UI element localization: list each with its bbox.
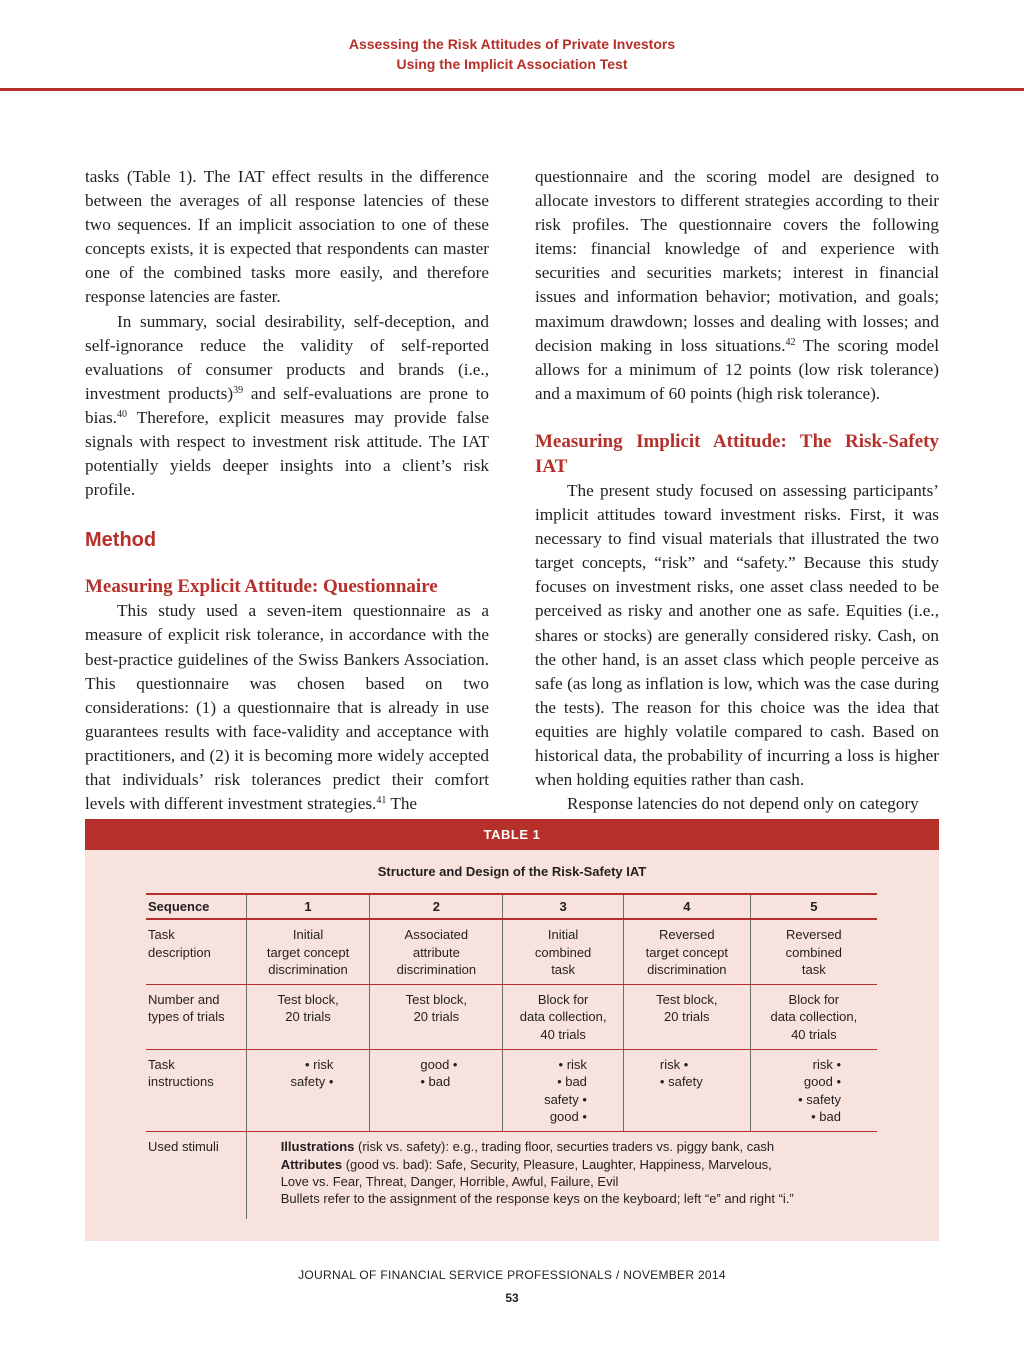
table-cell: Reversed combined task	[750, 919, 877, 984]
table-cell: • risk • bad safety • good •	[503, 1050, 624, 1132]
subsection-heading-implicit: Measuring Implicit Attitude: The Risk-Safety IAT	[535, 430, 939, 477]
stimuli-label: Attributes	[280, 1156, 343, 1172]
header-rule	[0, 88, 1024, 91]
table-row	[146, 985, 877, 1050]
left-column	[85, 165, 489, 816]
table-cell: risk • good • • safety • bad	[750, 1050, 877, 1132]
table-1	[85, 819, 939, 1241]
table-cell: Test block, 20 trials	[246, 985, 370, 1050]
table-note: Bullets refer to the assignment of the response keys on the keyboard; left “e” and right “i.”	[280, 1191, 794, 1207]
paragraph: Response latencies do not depend only on category	[567, 794, 919, 814]
paragraph	[85, 599, 489, 816]
table-row	[146, 1050, 877, 1132]
footnote-ref: 42	[785, 336, 796, 348]
stimuli-line	[281, 1138, 875, 1155]
column-header: 1	[246, 894, 370, 919]
table-cell: Block for data collection, 40 trials	[503, 985, 624, 1050]
paragraph-text: Therefore, explicit measures may provide false signals with respect to investment risk attitude. The IAT potentially yields deeper insights into a client’s risk profile.	[85, 407, 489, 500]
journal-footer: JOURNAL OF FINANCIAL SERVICE PROFESSIONALS / NOVEMBER 2014	[298, 1268, 726, 1282]
column-header: 2	[370, 894, 503, 919]
paragraph: tasks (Table 1). The IAT effect results in the difference between the averages of all response latencies of these two sequences. If an implicit association to one of these concepts exists, it is expected that respondents can master one of the combined tasks more easily, and therefore response latencies are faster.	[85, 167, 489, 307]
paragraph	[535, 165, 939, 406]
paragraph-text: questionnaire and the scoring model are designed to allocate investors to different strategies according to their risk profiles. The questionnaire covers the following items: financial knowledge of and experience with securities and securities markets; interest in financial issues and information behavior; motivation, and goals; maximum drawdown; losses and dealing with losses; and decision making in loss situations.	[535, 167, 939, 355]
stimuli-cell	[246, 1132, 877, 1220]
column-header: 4	[623, 894, 750, 919]
column-header: 5	[750, 894, 877, 919]
table-cell: Initial combined task	[503, 919, 624, 984]
stimuli-line	[281, 1156, 875, 1173]
subsection-heading-explicit: Measuring Explicit Attitude: Questionnaire	[85, 576, 438, 598]
iat-structure-table	[146, 893, 877, 1219]
row-label: Task description	[146, 919, 246, 984]
column-header: 3	[503, 894, 624, 919]
table-cell: Test block, 20 trials	[370, 985, 503, 1050]
table-cell: Associated attribute discrimination	[370, 919, 503, 984]
right-column	[535, 165, 939, 816]
table-cell: Block for data collection, 40 trials	[750, 985, 877, 1050]
table-row	[146, 919, 877, 984]
column-header: Sequence	[146, 894, 246, 919]
table-header-row	[146, 894, 877, 919]
paragraph-text: This study used a seven-item questionnaire as a measure of explicit risk tolerance, in accordance with the best-practice guidelines of the Swiss Bankers Association. This questionnaire was chosen based on two considerations: (1) a questionnaire that is already in use guarantees results with face-validity and acceptance with practitioners, and (2) it is becoming more widely accepted that individuals’ risk tolerances predict their comfort levels with different investment strategies.	[85, 601, 489, 814]
table-cell: • risk safety •	[246, 1050, 370, 1132]
running-head-line-1: Assessing the Risk Attitudes of Private Investors	[348, 36, 676, 52]
paragraph: The present study focused on assessing participants’ implicit attitudes toward investment risks. First, it was necessary to find visual materials that illustrated the two target concepts, “risk” and “safety.” Because this study focuses on investment risks, one asset class needed to be perceived as risky and another one as safe. Equities (i.e., shares or stocks) are generally considered risky. Cash, on the other hand, is an asset class which people perceive as safe (as long as inflation is low, which was the case during the tests). The reason for this choice was the idea that equities are highly volatile compared to cash. Based on historical data, the probability of incurring a loss is higher when holding equities rather than cash.	[535, 480, 939, 790]
paragraph-text: and self-evaluations are prone to bias.	[85, 383, 489, 427]
paragraph-text: The	[386, 794, 418, 814]
row-label: Task instructions	[146, 1050, 246, 1132]
page-number: 53	[505, 1291, 519, 1305]
table-row	[146, 1132, 877, 1220]
table-cell: Initial target concept discrimination	[246, 919, 370, 984]
stimuli-line: Love vs. Fear, Threat, Danger, Horrible, Awful, Failure, Evil	[280, 1173, 619, 1189]
stimuli-text: (good vs. bad): Safe, Security, Pleasure, Laughter, Happiness, Marvelous,	[342, 1156, 772, 1172]
section-heading-method: Method	[85, 529, 157, 552]
table-label: TABLE 1	[85, 819, 939, 850]
paragraph	[85, 310, 489, 503]
table-cell: Test block, 20 trials	[623, 985, 750, 1050]
footnote-ref: 41	[376, 795, 387, 807]
stimuli-text: (risk vs. safety): e.g., trading floor, securties traders vs. piggy bank, cash	[354, 1139, 775, 1155]
running-head-line-2: Using the Implicit Association Test	[396, 56, 628, 72]
row-label: Used stimuli	[148, 1139, 219, 1155]
paragraph-text: The scoring model allows for a minimum of 12 points (low risk tolerance) and a maximum of 60 points (high risk tolerance).	[535, 335, 939, 403]
footnote-ref: 40	[116, 408, 127, 420]
table-caption: Structure and Design of the Risk-Safety IAT	[377, 864, 647, 879]
table-cell: good • • bad	[370, 1050, 503, 1132]
running-head	[0, 34, 1024, 74]
row-label: Number and types of trials	[146, 985, 246, 1050]
stimuli-label: Illustrations	[280, 1139, 355, 1155]
footnote-ref: 39	[233, 384, 244, 396]
table-cell: Reversed target concept discrimination	[623, 919, 750, 984]
paragraph-text: In summary, social desirability, self-deception, and self-ignorance reduce the validity of self-reported evaluations of consumer products and brands (i.e., investment products)	[85, 311, 489, 403]
table-cell: risk • • safety	[623, 1050, 750, 1132]
